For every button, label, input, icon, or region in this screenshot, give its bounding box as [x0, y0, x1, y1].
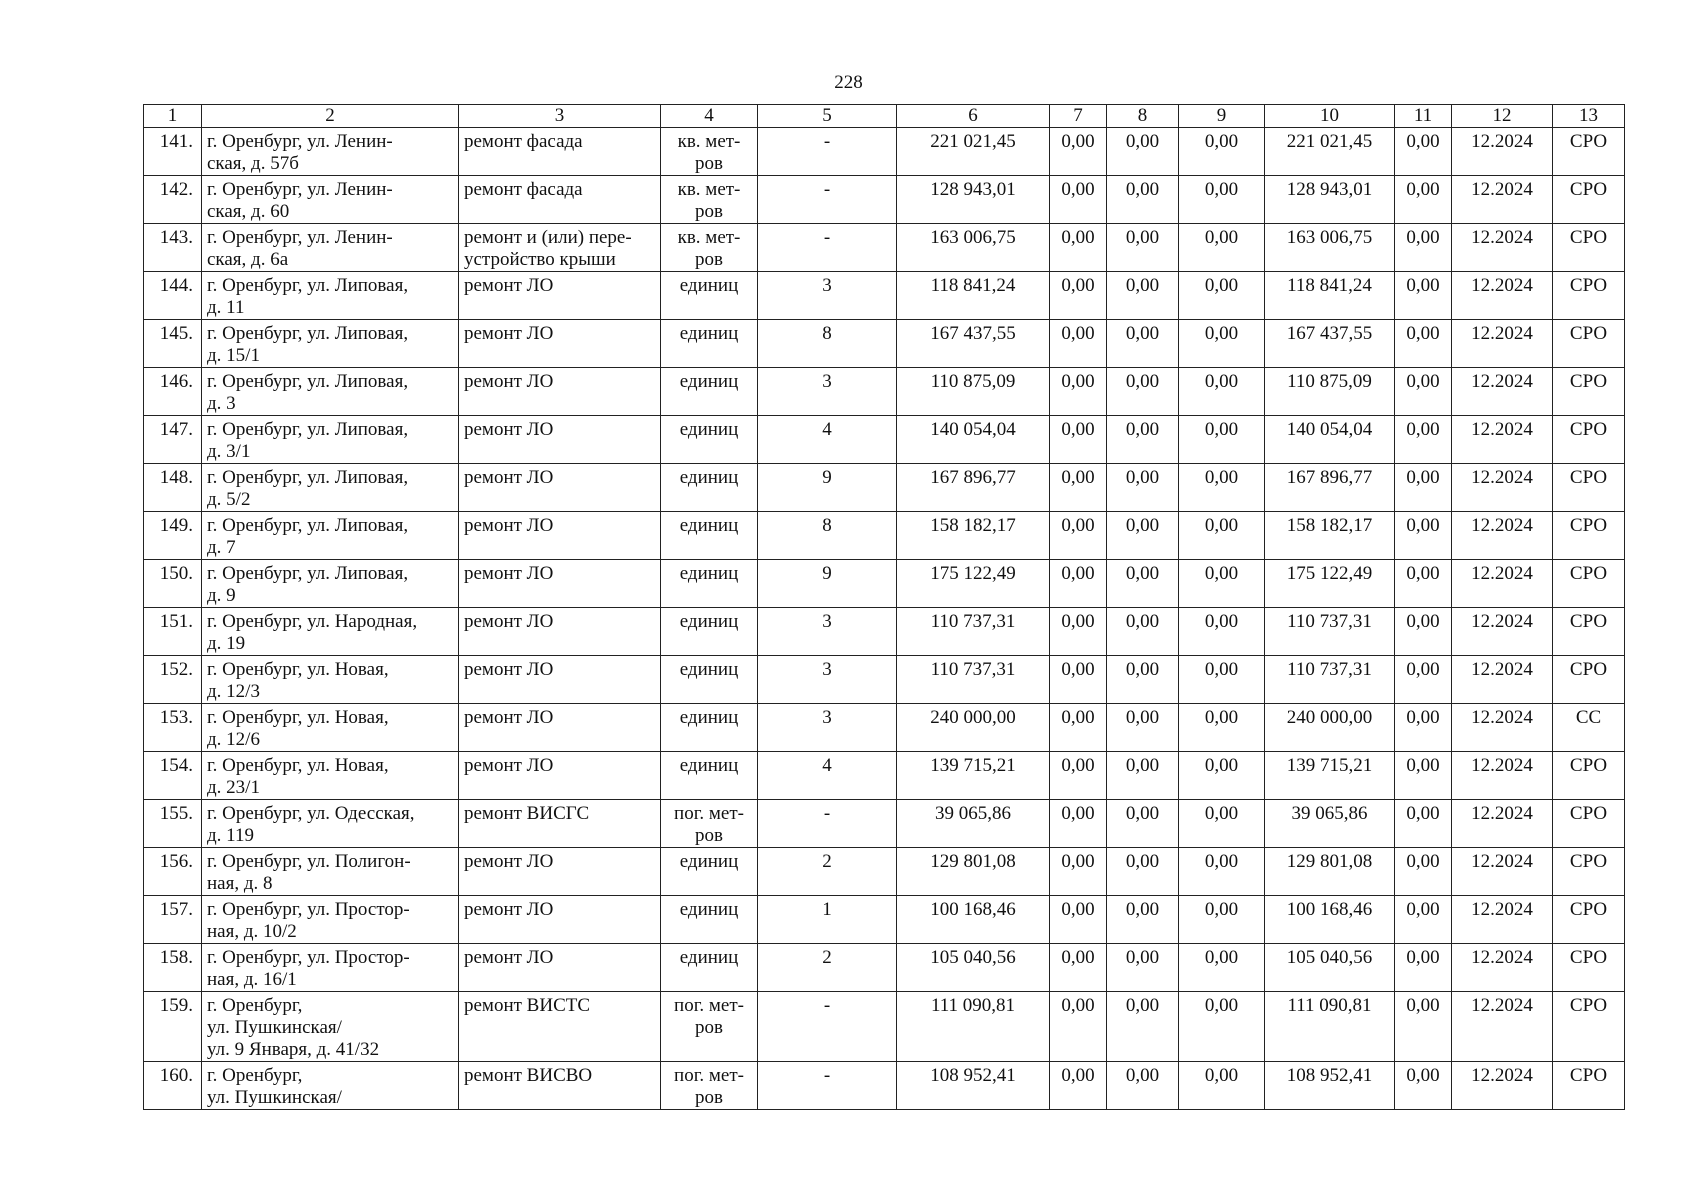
col7-value-cell: 0,00	[1050, 752, 1107, 800]
column-header: 6	[897, 105, 1050, 128]
address-cell: г. Оренбург, ул. Липовая, д. 15/1	[202, 320, 459, 368]
fund-cost-cell: 128 943,01	[1265, 176, 1395, 224]
row-number-cell: 152.	[144, 656, 202, 704]
column-header: 7	[1050, 105, 1107, 128]
unit-cell: единиц	[661, 368, 758, 416]
col8-value-cell: 0,00	[1107, 944, 1179, 992]
table-row	[144, 320, 1625, 368]
col9-value-cell: 0,00	[1179, 896, 1265, 944]
col7-value-cell: 0,00	[1050, 416, 1107, 464]
fund-cost-cell: 118 841,24	[1265, 272, 1395, 320]
funding-method-cell: СРО	[1553, 992, 1625, 1062]
col11-value-cell: 0,00	[1395, 368, 1452, 416]
unit-cell: единиц	[661, 464, 758, 512]
col9-value-cell: 0,00	[1179, 992, 1265, 1062]
unit-cell: единиц	[661, 272, 758, 320]
funding-method-cell: СРО	[1553, 848, 1625, 896]
unit-cell: единиц	[661, 848, 758, 896]
table-row	[144, 896, 1625, 944]
col7-value-cell: 0,00	[1050, 992, 1107, 1062]
work-type-cell: ремонт ЛО	[459, 560, 661, 608]
table-row	[144, 944, 1625, 992]
total-cost-cell: 163 006,75	[897, 224, 1050, 272]
row-number-cell: 155.	[144, 800, 202, 848]
funding-method-cell: СРО	[1553, 320, 1625, 368]
work-type-cell: ремонт ЛО	[459, 752, 661, 800]
col11-value-cell: 0,00	[1395, 800, 1452, 848]
col11-value-cell: 0,00	[1395, 416, 1452, 464]
fund-cost-cell: 110 875,09	[1265, 368, 1395, 416]
fund-cost-cell: 110 737,31	[1265, 656, 1395, 704]
address-cell: г. Оренбург, ул. Пушкинская/	[202, 1062, 459, 1110]
col7-value-cell: 0,00	[1050, 848, 1107, 896]
column-header: 5	[758, 105, 897, 128]
col7-value-cell: 0,00	[1050, 704, 1107, 752]
unit-cell: единиц	[661, 656, 758, 704]
col11-value-cell: 0,00	[1395, 848, 1452, 896]
total-cost-cell: 129 801,08	[897, 848, 1050, 896]
funding-method-cell: СРО	[1553, 176, 1625, 224]
row-number-cell: 150.	[144, 560, 202, 608]
row-number-cell: 143.	[144, 224, 202, 272]
funding-method-cell: СРО	[1553, 608, 1625, 656]
fund-cost-cell: 110 737,31	[1265, 608, 1395, 656]
total-cost-cell: 175 122,49	[897, 560, 1050, 608]
column-header: 1	[144, 105, 202, 128]
table-row	[144, 704, 1625, 752]
completion-date-cell: 12.2024	[1452, 512, 1553, 560]
col9-value-cell: 0,00	[1179, 224, 1265, 272]
col9-value-cell: 0,00	[1179, 656, 1265, 704]
col7-value-cell: 0,00	[1050, 464, 1107, 512]
fund-cost-cell: 140 054,04	[1265, 416, 1395, 464]
col11-value-cell: 0,00	[1395, 992, 1452, 1062]
work-type-cell: ремонт ЛО	[459, 848, 661, 896]
col7-value-cell: 0,00	[1050, 368, 1107, 416]
unit-cell: кв. мет- ров	[661, 224, 758, 272]
column-header: 9	[1179, 105, 1265, 128]
quantity-cell: 2	[758, 944, 897, 992]
address-cell: г. Оренбург, ул. Липовая, д. 5/2	[202, 464, 459, 512]
fund-cost-cell: 39 065,86	[1265, 800, 1395, 848]
table-body	[144, 105, 1625, 1110]
unit-cell: единиц	[661, 512, 758, 560]
table-row	[144, 464, 1625, 512]
unit-cell: пог. мет- ров	[661, 992, 758, 1062]
quantity-cell: -	[758, 1062, 897, 1110]
col9-value-cell: 0,00	[1179, 1062, 1265, 1110]
total-cost-cell: 128 943,01	[897, 176, 1050, 224]
col7-value-cell: 0,00	[1050, 800, 1107, 848]
completion-date-cell: 12.2024	[1452, 224, 1553, 272]
completion-date-cell: 12.2024	[1452, 176, 1553, 224]
completion-date-cell: 12.2024	[1452, 560, 1553, 608]
total-cost-cell: 110 737,31	[897, 608, 1050, 656]
total-cost-cell: 139 715,21	[897, 752, 1050, 800]
col9-value-cell: 0,00	[1179, 176, 1265, 224]
col11-value-cell: 0,00	[1395, 656, 1452, 704]
fund-cost-cell: 139 715,21	[1265, 752, 1395, 800]
unit-cell: единиц	[661, 704, 758, 752]
col7-value-cell: 0,00	[1050, 128, 1107, 176]
work-type-cell: ремонт ЛО	[459, 272, 661, 320]
fund-cost-cell: 111 090,81	[1265, 992, 1395, 1062]
col11-value-cell: 0,00	[1395, 896, 1452, 944]
funding-method-cell: СРО	[1553, 368, 1625, 416]
funding-method-cell: СРО	[1553, 800, 1625, 848]
row-number-cell: 144.	[144, 272, 202, 320]
table-row	[144, 416, 1625, 464]
address-cell: г. Оренбург, ул. Липовая, д. 7	[202, 512, 459, 560]
work-type-cell: ремонт и (или) пере- устройство крыши	[459, 224, 661, 272]
col9-value-cell: 0,00	[1179, 272, 1265, 320]
col9-value-cell: 0,00	[1179, 752, 1265, 800]
page-number: 228	[834, 72, 863, 93]
address-cell: г. Оренбург, ул. Ленин- ская, д. 60	[202, 176, 459, 224]
col8-value-cell: 0,00	[1107, 800, 1179, 848]
column-header: 3	[459, 105, 661, 128]
col7-value-cell: 0,00	[1050, 320, 1107, 368]
row-number-cell: 160.	[144, 1062, 202, 1110]
completion-date-cell: 12.2024	[1452, 944, 1553, 992]
table-row	[144, 272, 1625, 320]
col7-value-cell: 0,00	[1050, 656, 1107, 704]
table-row	[144, 512, 1625, 560]
fund-cost-cell: 167 437,55	[1265, 320, 1395, 368]
completion-date-cell: 12.2024	[1452, 1062, 1553, 1110]
col8-value-cell: 0,00	[1107, 368, 1179, 416]
work-type-cell: ремонт ВИСГС	[459, 800, 661, 848]
col8-value-cell: 0,00	[1107, 416, 1179, 464]
col11-value-cell: 0,00	[1395, 224, 1452, 272]
row-number-cell: 148.	[144, 464, 202, 512]
unit-cell: единиц	[661, 944, 758, 992]
completion-date-cell: 12.2024	[1452, 896, 1553, 944]
col7-value-cell: 0,00	[1050, 512, 1107, 560]
quantity-cell: 3	[758, 368, 897, 416]
column-header: 11	[1395, 105, 1452, 128]
fund-cost-cell: 129 801,08	[1265, 848, 1395, 896]
col8-value-cell: 0,00	[1107, 896, 1179, 944]
total-cost-cell: 140 054,04	[897, 416, 1050, 464]
row-number-cell: 146.	[144, 368, 202, 416]
col8-value-cell: 0,00	[1107, 128, 1179, 176]
table-row	[144, 656, 1625, 704]
total-cost-cell: 110 875,09	[897, 368, 1050, 416]
funding-method-cell: СРО	[1553, 416, 1625, 464]
total-cost-cell: 240 000,00	[897, 704, 1050, 752]
row-number-cell: 151.	[144, 608, 202, 656]
fund-cost-cell: 100 168,46	[1265, 896, 1395, 944]
col9-value-cell: 0,00	[1179, 608, 1265, 656]
funding-method-cell: СРО	[1553, 224, 1625, 272]
funding-method-cell: СРО	[1553, 272, 1625, 320]
funding-method-cell: СРО	[1553, 464, 1625, 512]
row-number-cell: 141.	[144, 128, 202, 176]
quantity-cell: 1	[758, 896, 897, 944]
funding-method-cell: СРО	[1553, 1062, 1625, 1110]
completion-date-cell: 12.2024	[1452, 656, 1553, 704]
col9-value-cell: 0,00	[1179, 560, 1265, 608]
quantity-cell: -	[758, 224, 897, 272]
table-row	[144, 176, 1625, 224]
col7-value-cell: 0,00	[1050, 608, 1107, 656]
fund-cost-cell: 175 122,49	[1265, 560, 1395, 608]
col11-value-cell: 0,00	[1395, 272, 1452, 320]
col8-value-cell: 0,00	[1107, 224, 1179, 272]
fund-cost-cell: 163 006,75	[1265, 224, 1395, 272]
quantity-cell: 2	[758, 848, 897, 896]
total-cost-cell: 167 896,77	[897, 464, 1050, 512]
work-type-cell: ремонт ЛО	[459, 944, 661, 992]
unit-cell: единиц	[661, 608, 758, 656]
col11-value-cell: 0,00	[1395, 128, 1452, 176]
col11-value-cell: 0,00	[1395, 1062, 1452, 1110]
funding-method-cell: СРО	[1553, 896, 1625, 944]
col11-value-cell: 0,00	[1395, 512, 1452, 560]
work-type-cell: ремонт ВИСВО	[459, 1062, 661, 1110]
quantity-cell: 8	[758, 320, 897, 368]
total-cost-cell: 118 841,24	[897, 272, 1050, 320]
row-number-cell: 142.	[144, 176, 202, 224]
row-number-cell: 147.	[144, 416, 202, 464]
table-row	[144, 224, 1625, 272]
fund-cost-cell: 158 182,17	[1265, 512, 1395, 560]
completion-date-cell: 12.2024	[1452, 320, 1553, 368]
quantity-cell: 3	[758, 656, 897, 704]
col11-value-cell: 0,00	[1395, 608, 1452, 656]
completion-date-cell: 12.2024	[1452, 128, 1553, 176]
quantity-cell: 3	[758, 704, 897, 752]
row-number-cell: 159.	[144, 992, 202, 1062]
fund-cost-cell: 105 040,56	[1265, 944, 1395, 992]
col8-value-cell: 0,00	[1107, 464, 1179, 512]
column-header: 12	[1452, 105, 1553, 128]
table-row	[144, 368, 1625, 416]
col9-value-cell: 0,00	[1179, 704, 1265, 752]
quantity-cell: -	[758, 800, 897, 848]
unit-cell: пог. мет- ров	[661, 800, 758, 848]
col8-value-cell: 0,00	[1107, 320, 1179, 368]
work-type-cell: ремонт ЛО	[459, 368, 661, 416]
total-cost-cell: 100 168,46	[897, 896, 1050, 944]
col7-value-cell: 0,00	[1050, 896, 1107, 944]
col7-value-cell: 0,00	[1050, 272, 1107, 320]
work-type-cell: ремонт фасада	[459, 176, 661, 224]
column-header: 13	[1553, 105, 1625, 128]
col8-value-cell: 0,00	[1107, 608, 1179, 656]
table-row	[144, 1062, 1625, 1110]
completion-date-cell: 12.2024	[1452, 608, 1553, 656]
row-number-cell: 153.	[144, 704, 202, 752]
col8-value-cell: 0,00	[1107, 560, 1179, 608]
table-row	[144, 848, 1625, 896]
column-number-header-row	[144, 105, 1625, 128]
col11-value-cell: 0,00	[1395, 176, 1452, 224]
funding-method-cell: СРО	[1553, 656, 1625, 704]
address-cell: г. Оренбург, ул. Пушкинская/ ул. 9 Января, д. 41/32	[202, 992, 459, 1062]
completion-date-cell: 12.2024	[1452, 416, 1553, 464]
address-cell: г. Оренбург, ул. Липовая, д. 3/1	[202, 416, 459, 464]
col8-value-cell: 0,00	[1107, 512, 1179, 560]
address-cell: г. Оренбург, ул. Новая, д. 12/6	[202, 704, 459, 752]
row-number-cell: 145.	[144, 320, 202, 368]
col7-value-cell: 0,00	[1050, 224, 1107, 272]
table-row	[144, 800, 1625, 848]
col9-value-cell: 0,00	[1179, 800, 1265, 848]
work-type-cell: ремонт ЛО	[459, 320, 661, 368]
total-cost-cell: 158 182,17	[897, 512, 1050, 560]
address-cell: г. Оренбург, ул. Липовая, д. 3	[202, 368, 459, 416]
col11-value-cell: 0,00	[1395, 944, 1452, 992]
work-type-cell: ремонт ЛО	[459, 896, 661, 944]
address-cell: г. Оренбург, ул. Простор- ная, д. 10/2	[202, 896, 459, 944]
col9-value-cell: 0,00	[1179, 320, 1265, 368]
row-number-cell: 154.	[144, 752, 202, 800]
unit-cell: единиц	[661, 896, 758, 944]
unit-cell: кв. мет- ров	[661, 176, 758, 224]
col7-value-cell: 0,00	[1050, 560, 1107, 608]
unit-cell: кв. мет- ров	[661, 128, 758, 176]
funding-method-cell: СС	[1553, 704, 1625, 752]
quantity-cell: 9	[758, 560, 897, 608]
address-cell: г. Оренбург, ул. Ленин- ская, д. 6а	[202, 224, 459, 272]
fund-cost-cell: 167 896,77	[1265, 464, 1395, 512]
funding-method-cell: СРО	[1553, 128, 1625, 176]
address-cell: г. Оренбург, ул. Одесская, д. 119	[202, 800, 459, 848]
quantity-cell: 9	[758, 464, 897, 512]
work-type-cell: ремонт ВИСТС	[459, 992, 661, 1062]
table-row	[144, 560, 1625, 608]
col11-value-cell: 0,00	[1395, 704, 1452, 752]
row-number-cell: 158.	[144, 944, 202, 992]
col7-value-cell: 0,00	[1050, 944, 1107, 992]
table-row	[144, 992, 1625, 1062]
quantity-cell: 3	[758, 272, 897, 320]
table-row	[144, 752, 1625, 800]
work-type-cell: ремонт фасада	[459, 128, 661, 176]
table-row	[144, 128, 1625, 176]
col11-value-cell: 0,00	[1395, 752, 1452, 800]
work-type-cell: ремонт ЛО	[459, 608, 661, 656]
completion-date-cell: 12.2024	[1452, 800, 1553, 848]
funding-method-cell: СРО	[1553, 560, 1625, 608]
total-cost-cell: 167 437,55	[897, 320, 1050, 368]
col11-value-cell: 0,00	[1395, 464, 1452, 512]
col8-value-cell: 0,00	[1107, 1062, 1179, 1110]
completion-date-cell: 12.2024	[1452, 992, 1553, 1062]
quantity-cell: -	[758, 176, 897, 224]
table-row	[144, 608, 1625, 656]
quantity-cell: 4	[758, 752, 897, 800]
work-type-cell: ремонт ЛО	[459, 512, 661, 560]
unit-cell: пог. мет- ров	[661, 1062, 758, 1110]
fund-cost-cell: 221 021,45	[1265, 128, 1395, 176]
col9-value-cell: 0,00	[1179, 512, 1265, 560]
address-cell: г. Оренбург, ул. Народная, д. 19	[202, 608, 459, 656]
col9-value-cell: 0,00	[1179, 464, 1265, 512]
work-type-cell: ремонт ЛО	[459, 416, 661, 464]
unit-cell: единиц	[661, 752, 758, 800]
address-cell: г. Оренбург, ул. Ленин- ская, д. 57б	[202, 128, 459, 176]
row-number-cell: 149.	[144, 512, 202, 560]
completion-date-cell: 12.2024	[1452, 464, 1553, 512]
quantity-cell: 8	[758, 512, 897, 560]
fund-cost-cell: 240 000,00	[1265, 704, 1395, 752]
col8-value-cell: 0,00	[1107, 848, 1179, 896]
work-type-cell: ремонт ЛО	[459, 704, 661, 752]
completion-date-cell: 12.2024	[1452, 704, 1553, 752]
row-number-cell: 156.	[144, 848, 202, 896]
address-cell: г. Оренбург, ул. Новая, д. 12/3	[202, 656, 459, 704]
col9-value-cell: 0,00	[1179, 368, 1265, 416]
row-number-cell: 157.	[144, 896, 202, 944]
total-cost-cell: 110 737,31	[897, 656, 1050, 704]
address-cell: г. Оренбург, ул. Липовая, д. 11	[202, 272, 459, 320]
address-cell: г. Оренбург, ул. Липовая, д. 9	[202, 560, 459, 608]
column-header: 4	[661, 105, 758, 128]
unit-cell: единиц	[661, 560, 758, 608]
column-header: 8	[1107, 105, 1179, 128]
col8-value-cell: 0,00	[1107, 704, 1179, 752]
col8-value-cell: 0,00	[1107, 272, 1179, 320]
total-cost-cell: 221 021,45	[897, 128, 1050, 176]
completion-date-cell: 12.2024	[1452, 848, 1553, 896]
unit-cell: единиц	[661, 416, 758, 464]
quantity-cell: 3	[758, 608, 897, 656]
col9-value-cell: 0,00	[1179, 944, 1265, 992]
total-cost-cell: 105 040,56	[897, 944, 1050, 992]
col7-value-cell: 0,00	[1050, 176, 1107, 224]
quantity-cell: -	[758, 128, 897, 176]
col8-value-cell: 0,00	[1107, 176, 1179, 224]
col7-value-cell: 0,00	[1050, 1062, 1107, 1110]
capital-repair-table	[143, 104, 1625, 1110]
quantity-cell: 4	[758, 416, 897, 464]
funding-method-cell: СРО	[1553, 512, 1625, 560]
completion-date-cell: 12.2024	[1452, 752, 1553, 800]
work-type-cell: ремонт ЛО	[459, 464, 661, 512]
unit-cell: единиц	[661, 320, 758, 368]
col8-value-cell: 0,00	[1107, 656, 1179, 704]
fund-cost-cell: 108 952,41	[1265, 1062, 1395, 1110]
col9-value-cell: 0,00	[1179, 128, 1265, 176]
completion-date-cell: 12.2024	[1452, 272, 1553, 320]
col11-value-cell: 0,00	[1395, 560, 1452, 608]
funding-method-cell: СРО	[1553, 752, 1625, 800]
quantity-cell: -	[758, 992, 897, 1062]
column-header: 10	[1265, 105, 1395, 128]
col8-value-cell: 0,00	[1107, 992, 1179, 1062]
col9-value-cell: 0,00	[1179, 848, 1265, 896]
col11-value-cell: 0,00	[1395, 320, 1452, 368]
completion-date-cell: 12.2024	[1452, 368, 1553, 416]
funding-method-cell: СРО	[1553, 944, 1625, 992]
col8-value-cell: 0,00	[1107, 752, 1179, 800]
total-cost-cell: 39 065,86	[897, 800, 1050, 848]
address-cell: г. Оренбург, ул. Новая, д. 23/1	[202, 752, 459, 800]
col9-value-cell: 0,00	[1179, 416, 1265, 464]
work-type-cell: ремонт ЛО	[459, 656, 661, 704]
address-cell: г. Оренбург, ул. Простор- ная, д. 16/1	[202, 944, 459, 992]
column-header: 2	[202, 105, 459, 128]
total-cost-cell: 108 952,41	[897, 1062, 1050, 1110]
total-cost-cell: 111 090,81	[897, 992, 1050, 1062]
address-cell: г. Оренбург, ул. Полигон- ная, д. 8	[202, 848, 459, 896]
